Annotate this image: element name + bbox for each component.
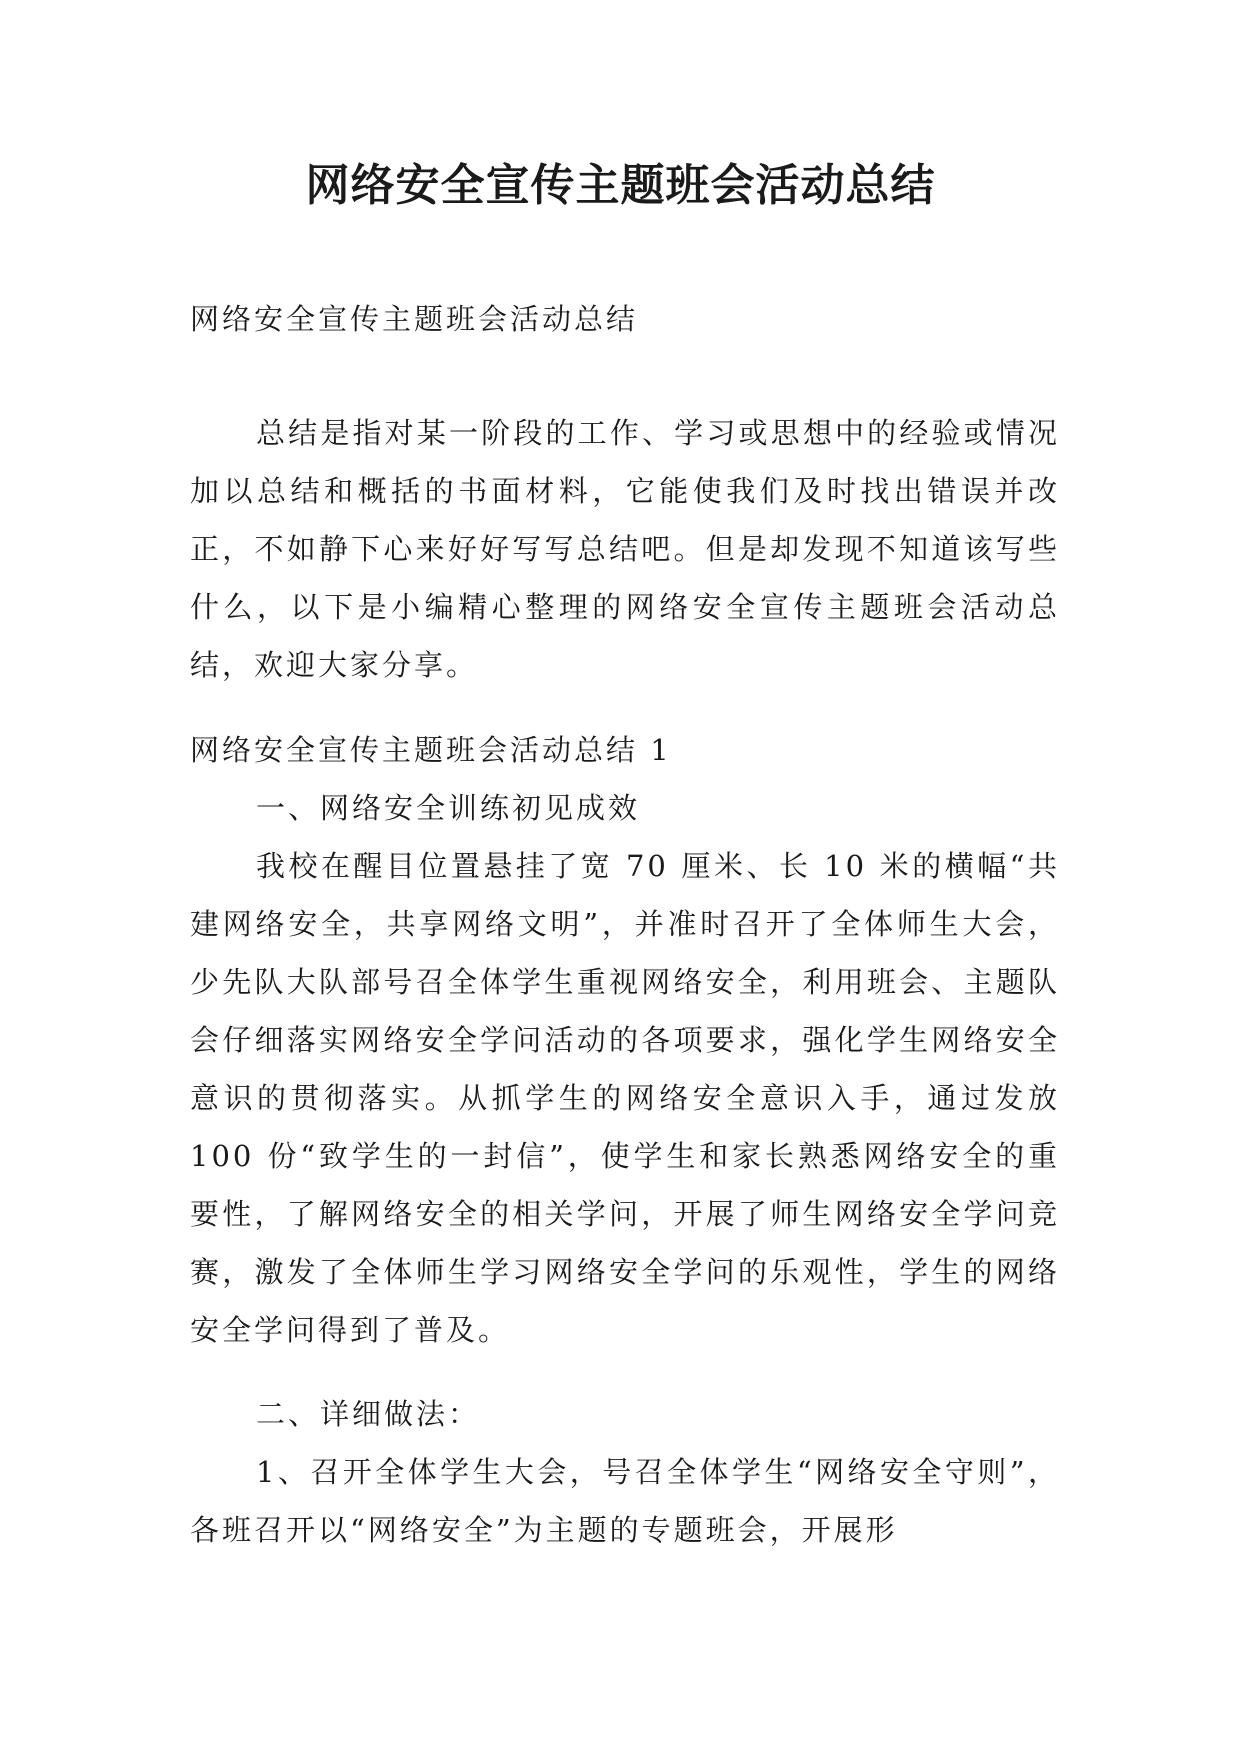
body-paragraph-1: 我校在醒目位置悬挂了宽 70 厘米、长 10 米的横幅“共建网络安全，共享网络文明”，并准时召开了全体师生大会，少先队大队部号召全体学生重视网络安全，利用班会、主题队会仔细落实网络安全学问活动的各项要求，强化学生网络安全意识的贯彻落实。从抓学生的网络安全意识入手，通过发放 100 份“致学生的一封信”，使学生和家长熟悉网络安全的重要性，了解网络安全的相关学问，开展了师生网络安全学问竞赛，激发了全体师生学习网络安全学问的乐观性，学生的网络安全学问得到了普及。	[190, 849, 1060, 1347]
document-subtitle: 网络安全宣传主题班会活动总结	[190, 302, 639, 336]
section-title: 网络安全宣传主题班会活动总结 1	[190, 733, 672, 767]
document-title: 网络安全宣传主题班会活动总结	[305, 160, 936, 211]
intro-paragraph: 总结是指对某一阶段的工作、学习或思想中的经验或情况加以总结和概括的书面材料，它能使我们及时找出错误并改正，不如静下心来好好写写总结吧。但是却发现不知道该写些什么，以下是小编精心整理的网络安全宣传主题班会活动总结，欢迎大家分享。	[190, 416, 1060, 682]
section-heading-1: 一、网络安全训练初见成效	[256, 791, 641, 825]
body-paragraph-2: 1、召开全体学生大会，号召全体学生“网络安全守则”，各班召开以“网络安全”为主题的专题班会，开展形	[190, 1455, 1060, 1547]
section-heading-2: 二、详细做法：	[256, 1397, 481, 1431]
